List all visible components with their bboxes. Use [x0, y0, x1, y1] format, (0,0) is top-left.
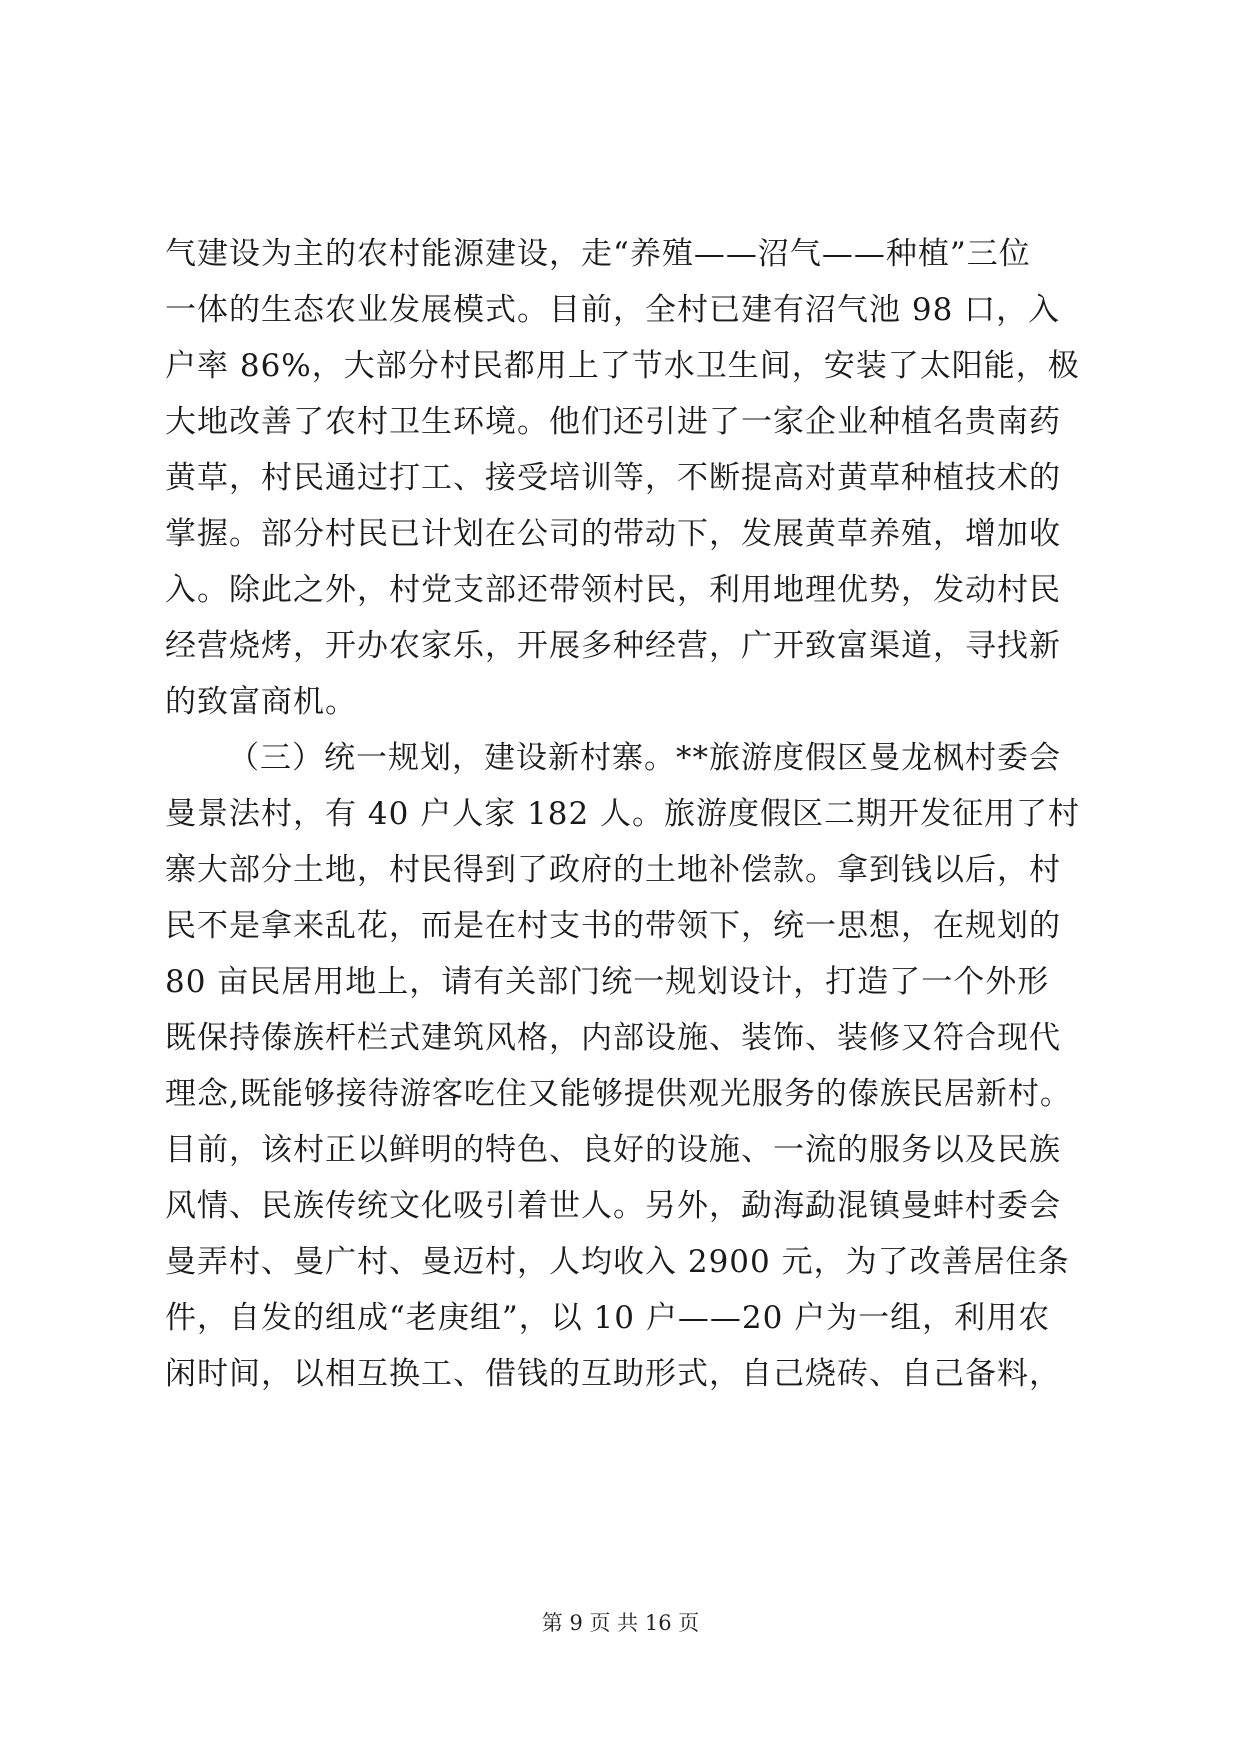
text-line-13: 民不是拿来乱花，而是在村支书的带领下，统一思想，在规划的: [165, 908, 1061, 944]
text-line-8: 经营烧烤，开办农家乐，开展多种经营，广开致富渠道，寻找新: [165, 628, 1061, 664]
text-line-17: 目前，该村正以鲜明的特色、良好的设施、一流的服务以及民族: [165, 1132, 1061, 1168]
text-line-4: 大地改善了农村卫生环境。他们还引进了一家企业种植名贵南药: [165, 404, 1061, 440]
text-line-12: 寨大部分土地，村民得到了政府的土地补偿款。拿到钱以后，村: [165, 852, 1061, 888]
text-line-19: 曼弄村、曼广村、曼迈村，人均收入 2900 元，为了改善居住条: [165, 1244, 1070, 1280]
text-line-16: 理念,既能够接待游客吃住又能够提供观光服务的傣族民居新村。: [165, 1076, 1072, 1112]
text-line-15: 既保持傣族杆栏式建筑风格，内部设施、装饰、装修又符合现代: [165, 1020, 1061, 1056]
text-line-7: 入。除此之外，村党支部还带领村民，利用地理优势，发动村民: [165, 572, 1061, 608]
text-line-9: 的致富商机。: [165, 684, 357, 720]
text-line-1: 气建设为主的农村能源建设，走“养殖——沼气——种植”三位: [165, 236, 1031, 272]
text-line-20: 件，自发的组成“老庚组”，以 10 户——20 户为一组，利用农: [165, 1300, 1051, 1336]
text-line-2: 一体的生态农业发展模式。目前，全村已建有沼气池 98 口，入: [165, 292, 1061, 328]
text-line-14: 80 亩民居用地上，请有关部门统一规划设计，打造了一个外形: [165, 964, 1050, 1000]
text-line-21: 闲时间，以相互换工、借钱的互助形式，自己烧砖、自己备料，: [165, 1356, 1061, 1392]
section-heading-line: （三）统一规划，建设新村寨。**旅游度假区曼龙枫村委会: [228, 740, 1061, 776]
text-line-18: 风情、民族传统文化吸引着世人。另外，勐海勐混镇曼蚌村委会: [165, 1188, 1061, 1224]
text-line-5: 黄草，村民通过打工、接受培训等，不断提高对黄草种植技术的: [165, 460, 1061, 496]
page-number-footer: 第 9 页 共 16 页: [541, 1611, 700, 1635]
text-line-6: 掌握。部分村民已计划在公司的带动下，发展黄草养殖，增加收: [165, 516, 1061, 552]
text-line-11: 曼景法村，有 40 户人家 182 人。旅游度假区二期开发征用了村: [165, 796, 1081, 832]
text-line-3: 户率 86%，大部分村民都用上了节水卫生间，安装了太阳能，极: [165, 348, 1080, 384]
